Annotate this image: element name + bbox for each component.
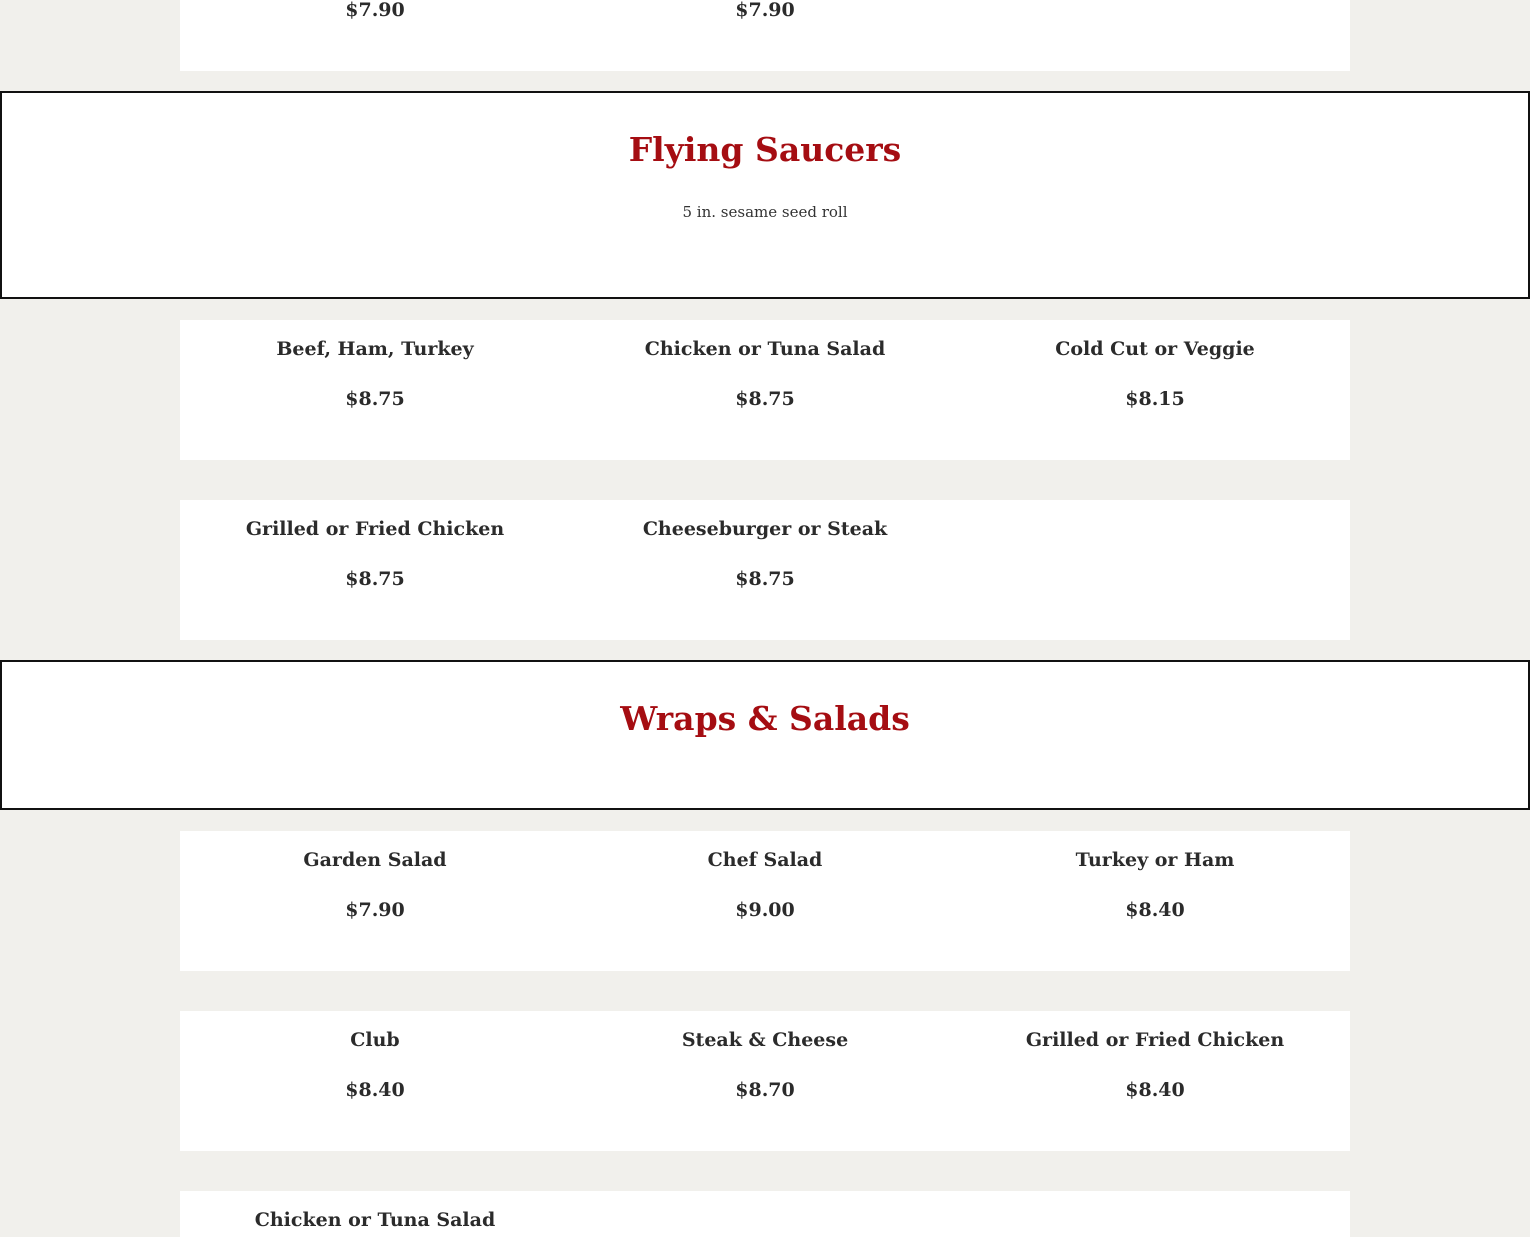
section-title: Wraps & Salads: [620, 699, 910, 738]
menu-item-price: $8.75: [735, 568, 795, 590]
menu-item: [180, 0, 570, 71]
menu-item: [180, 831, 570, 971]
menu-item-name: Club: [350, 1029, 400, 1051]
menu-row-card: [180, 500, 1350, 640]
menu-item-name: Chicken or Tuna Salad: [644, 338, 886, 360]
section-header-flying-saucers: [0, 91, 1530, 299]
menu-row-card: [180, 1011, 1350, 1151]
menu-row-card: [180, 0, 1350, 71]
menu-item-name: Cheeseburger or Steak: [642, 518, 888, 540]
menu-item-name: Steak & Cheese: [681, 1029, 849, 1051]
menu-item-name: Beef, Ham, Turkey: [276, 338, 474, 360]
menu-item-price: $8.40: [1125, 899, 1185, 921]
menu-item: [960, 320, 1350, 460]
menu-item-price: $8.70: [735, 1079, 795, 1101]
menu-item: [570, 0, 960, 71]
menu-item: [570, 1011, 960, 1151]
menu-item-price: $8.40: [345, 1079, 405, 1101]
section-header-wraps-salads: [0, 660, 1530, 810]
menu-item: [180, 1011, 570, 1151]
menu-item-name: Cold Cut or Veggie: [1055, 338, 1255, 360]
menu-item: [180, 1191, 570, 1237]
menu-item-name: Chicken or Tuna Salad: [254, 1209, 496, 1231]
menu-item: [570, 320, 960, 460]
menu-item-price: $8.75: [345, 568, 405, 590]
menu-item-price: $9.00: [735, 899, 795, 921]
menu-item-name: Grilled or Fried Chicken: [1025, 1029, 1285, 1051]
menu-item-name: Chef Salad: [707, 849, 823, 871]
menu-item-price: $7.90: [735, 0, 795, 21]
menu-item-price: $8.15: [1125, 388, 1185, 410]
menu-item-name: Garden Salad: [303, 849, 447, 871]
menu-row-card: [180, 831, 1350, 971]
menu-item-price: $8.75: [345, 388, 405, 410]
menu-item-name: Grilled or Fried Chicken: [245, 518, 505, 540]
menu-item-price: $8.75: [735, 388, 795, 410]
menu-item: [570, 831, 960, 971]
menu-item-price: $8.40: [1125, 1079, 1185, 1101]
menu-item-price: $7.90: [345, 0, 405, 21]
menu-row-card: [180, 1191, 1350, 1237]
section-subtitle: 5 in. sesame seed roll: [682, 203, 848, 221]
menu-item-price: $7.90: [345, 899, 405, 921]
section-title: Flying Saucers: [628, 130, 902, 169]
menu-row-card: [180, 320, 1350, 460]
menu-item-name: Turkey or Ham: [1075, 849, 1235, 871]
menu-item: [960, 1011, 1350, 1151]
menu-item: [180, 500, 570, 640]
menu-item: [960, 831, 1350, 971]
menu-item: [570, 500, 960, 640]
menu-item: [180, 320, 570, 460]
